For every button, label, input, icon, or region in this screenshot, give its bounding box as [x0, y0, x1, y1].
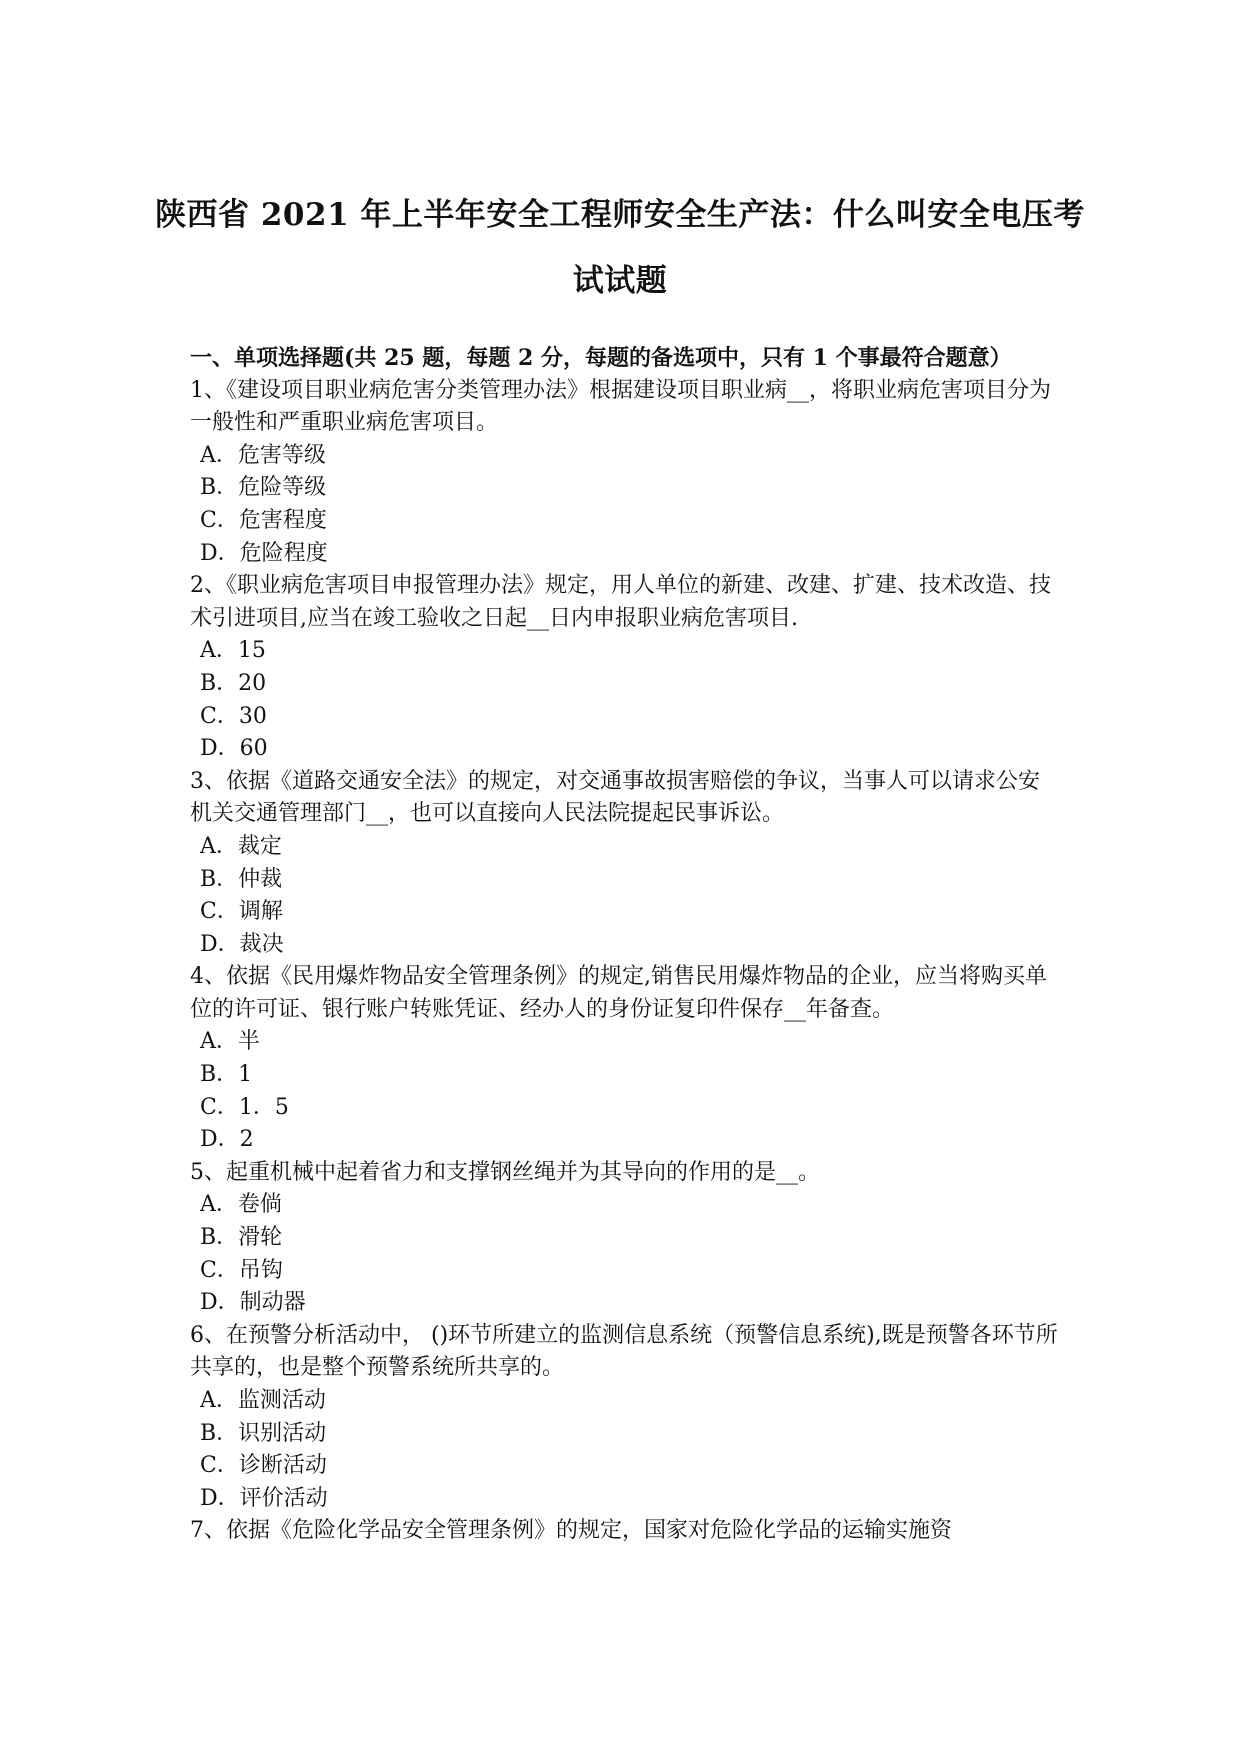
- option-c: C．30: [200, 703, 267, 729]
- option-a: A．卷倘: [200, 1192, 282, 1218]
- question-1: [190, 375, 1058, 571]
- option-b: B．仲裁: [200, 866, 283, 892]
- question-6: [190, 1320, 1058, 1516]
- document-body: [190, 342, 1058, 1548]
- option-b: B．1: [200, 1062, 253, 1088]
- option-list: [190, 1189, 1058, 1319]
- option-c: C．1．5: [200, 1094, 289, 1120]
- option-a: A．半: [200, 1029, 260, 1055]
- option-list: [190, 440, 1058, 570]
- option-d: D．裁决: [200, 931, 284, 957]
- option-b: B．滑轮: [200, 1225, 283, 1251]
- option-list: [190, 1026, 1058, 1156]
- question-7: [190, 1515, 1058, 1548]
- question-2: [190, 570, 1058, 766]
- option-list: [190, 831, 1058, 961]
- option-b: B．20: [200, 670, 267, 696]
- question-stem: 6、在预警分析活动中， ()环节所建立的监测信息系统（预警信息系统),既是预警各环节所共享的，也是整个预警系统所共享的。: [190, 1322, 1058, 1381]
- question-3: [190, 766, 1058, 962]
- question-4: [190, 961, 1058, 1157]
- option-a: A．裁定: [200, 833, 282, 859]
- question-5: [190, 1157, 1058, 1320]
- document-title: 陕西省 2021 年上半年安全工程师安全生产法：什么叫安全电压考试试题: [155, 197, 1085, 299]
- option-a: A．危害等级: [200, 442, 326, 468]
- option-a: A．15: [200, 638, 266, 664]
- question-stem: 7、依据《危险化学品安全管理条例》的规定，国家对危险化学品的运输实施资: [190, 1518, 952, 1544]
- option-c: C．危害程度: [200, 507, 327, 533]
- question-stem: 5、起重机械中起着省力和支撑钢丝绳并为其导向的作用的是__。: [190, 1159, 820, 1185]
- question-stem: 4、依据《民用爆炸物品安全管理条例》的规定,销售民用爆炸物品的企业，应当将购买单位的许可证、银行账户转账凭证、经办人的身份证复印件保存__年备查。: [190, 964, 1047, 1022]
- option-c: C．调解: [200, 899, 283, 925]
- option-list: [190, 635, 1058, 765]
- question-list: [190, 375, 1058, 1548]
- question-stem: 1、《建设项目职业病危害分类管理办法》根据建设项目职业病__，将职业病危害项目分为一般性和严重职业病危害项目。: [190, 377, 1051, 436]
- option-c: C．诊断活动: [200, 1453, 327, 1479]
- option-a: A．监测活动: [200, 1388, 326, 1413]
- option-d: D．制动器: [200, 1290, 306, 1316]
- option-d: D．评价活动: [200, 1485, 328, 1511]
- section-heading: 一、单项选择题(共 25 题，每题 2 分，每题的备选项中，只有 1 个事最符合题意）: [190, 345, 1012, 371]
- option-b: B．识别活动: [200, 1420, 327, 1446]
- question-stem: 3、依据《道路交通安全法》的规定，对交通事故损害赔偿的争议，当事人可以请求公安机关交通管理部门__，也可以直接向人民法院提起民事诉讼。: [190, 768, 1040, 827]
- option-b: B．危险等级: [200, 475, 327, 501]
- option-list: [190, 1385, 1058, 1515]
- option-c: C．吊钩: [200, 1257, 283, 1283]
- option-d: D．危险程度: [200, 540, 328, 566]
- option-d: D．60: [200, 736, 268, 762]
- option-d: D．2: [200, 1127, 254, 1153]
- question-stem: 2、《职业病危害项目申报管理办法》规定，用人单位的新建、改建、扩建、技术改造、技术引进项目,应当在竣工验收之日起__日内申报职业病危害项目.: [190, 573, 1052, 631]
